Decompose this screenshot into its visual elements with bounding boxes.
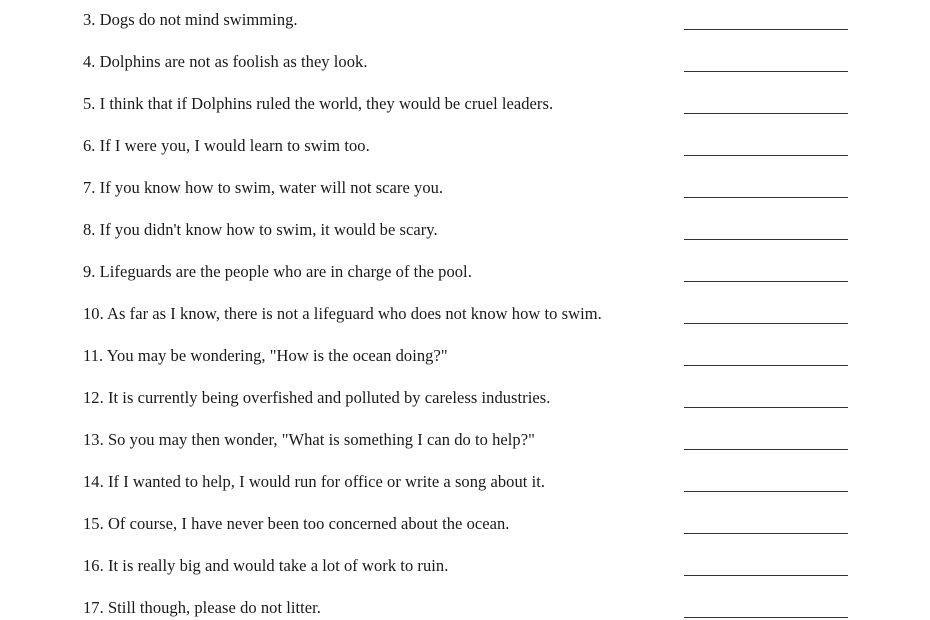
- sentence-text: 3. Dogs do not mind swimming.: [83, 10, 298, 29]
- answer-blank[interactable]: [684, 281, 848, 282]
- sentence-text: 15. Of course, I have never been too concerned about the ocean.: [83, 514, 510, 533]
- sentence-text: 6. If I were you, I would learn to swim too.: [83, 136, 370, 155]
- sentence-text: 17. Still though, please do not litter.: [83, 598, 321, 617]
- sentence-text: 16. It is really big and would take a lot of work to ruin.: [83, 556, 449, 575]
- answer-blank[interactable]: [684, 197, 848, 198]
- worksheet-item: [0, 556, 930, 586]
- answer-blank[interactable]: [684, 617, 848, 618]
- worksheet-item: [0, 10, 930, 40]
- worksheet-item: [0, 388, 930, 418]
- answer-blank[interactable]: [684, 239, 848, 240]
- worksheet-item: [0, 220, 930, 250]
- worksheet-item: [0, 304, 930, 334]
- sentence-text: 11. You may be wondering, "How is the ocean doing?": [83, 346, 448, 365]
- answer-blank[interactable]: [684, 533, 848, 534]
- sentence-text: 9. Lifeguards are the people who are in charge of the pool.: [83, 262, 472, 281]
- worksheet-item: [0, 346, 930, 376]
- answer-blank[interactable]: [684, 323, 848, 324]
- answer-blank[interactable]: [684, 407, 848, 408]
- answer-blank[interactable]: [684, 365, 848, 366]
- worksheet-item: [0, 472, 930, 502]
- answer-blank[interactable]: [684, 29, 848, 30]
- answer-blank[interactable]: [684, 491, 848, 492]
- worksheet-item: [0, 430, 930, 460]
- sentence-text: 7. If you know how to swim, water will not scare you.: [83, 178, 444, 197]
- worksheet-item: [0, 136, 930, 166]
- answer-blank[interactable]: [684, 113, 848, 114]
- answer-blank[interactable]: [684, 449, 848, 450]
- worksheet-item: [0, 262, 930, 292]
- sentence-text: 4. Dolphins are not as foolish as they look.: [83, 52, 368, 71]
- worksheet-item: [0, 598, 930, 620]
- sentence-text: 10. As far as I know, there is not a lifeguard who does not know how to swim.: [83, 304, 602, 323]
- worksheet-item: [0, 52, 930, 82]
- sentence-text: 14. If I wanted to help, I would run for office or write a song about it.: [83, 472, 546, 491]
- answer-blank[interactable]: [684, 155, 848, 156]
- answer-blank[interactable]: [684, 575, 848, 576]
- sentence-text: 5. I think that if Dolphins ruled the world, they would be cruel leaders.: [83, 94, 554, 113]
- worksheet-item: [0, 94, 930, 124]
- sentence-text: 13. So you may then wonder, "What is something I can do to help?": [83, 430, 535, 449]
- worksheet-item: [0, 178, 930, 208]
- answer-blank[interactable]: [684, 71, 848, 72]
- sentence-text: 8. If you didn't know how to swim, it would be scary.: [83, 220, 438, 239]
- worksheet-item: [0, 514, 930, 544]
- sentence-text: 12. It is currently being overfished and polluted by careless industries.: [83, 388, 551, 407]
